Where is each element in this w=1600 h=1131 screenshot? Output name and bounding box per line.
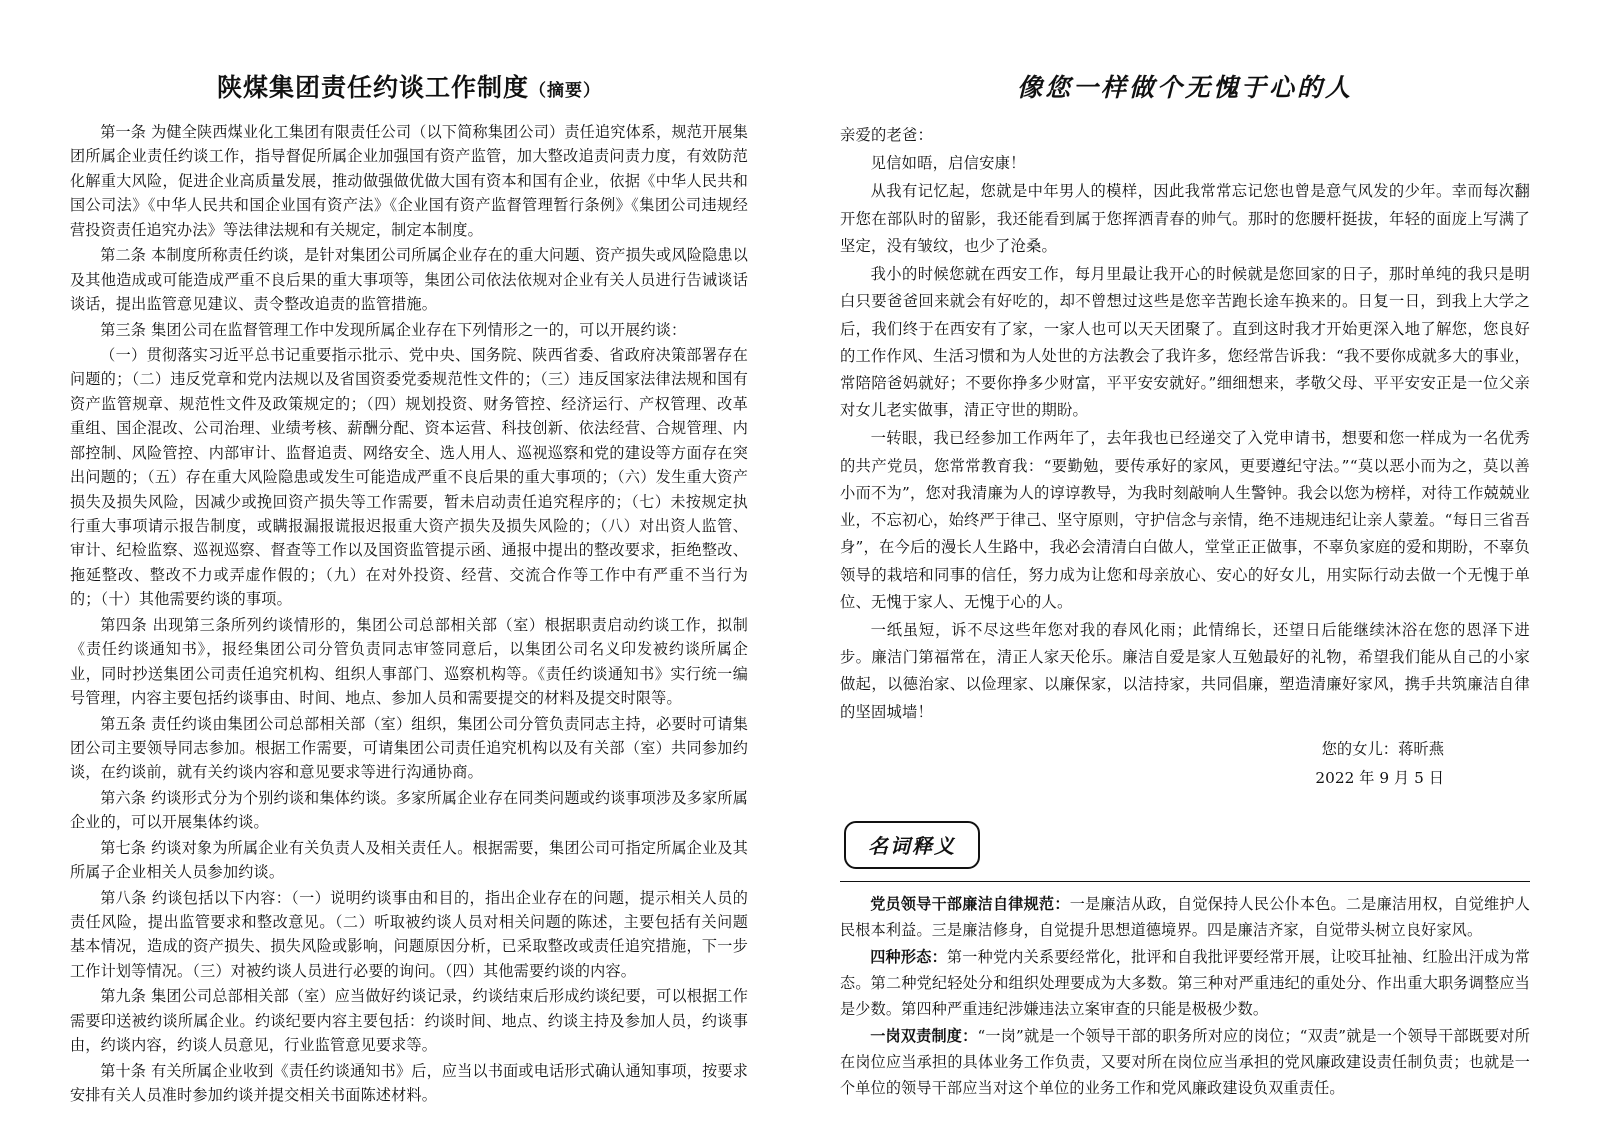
signature-date: 2022 年 9 月 5 日 bbox=[1315, 769, 1444, 788]
left-paragraph: 第六条 约谈形式分为个别约谈和集体约谈。多家所属企业存在同类问题或约谈事项涉及多家所属企业的，可以开展集体约谈。 bbox=[70, 788, 748, 832]
right-column bbox=[830, 50, 1530, 1101]
letter-body bbox=[840, 122, 1530, 793]
left-paragraph: 第五条 责任约谈由集团公司总部相关部（室）组织，集团公司分管负责同志主持，必要时可请集团公司主要领导同志参加。根据工作需要，可请集团公司责任追究机构以及有关部（室）共同参加约谈，在约谈前，就有关约谈内容和意见要求等进行沟通协商。 bbox=[70, 714, 748, 782]
glossary-box-title: 名词释义 bbox=[844, 821, 980, 869]
glossary-divider bbox=[840, 881, 1530, 882]
glossary-section bbox=[840, 892, 1530, 1102]
column-gutter bbox=[770, 50, 830, 1101]
left-column bbox=[70, 50, 770, 1105]
glossary-term: 党员领导干部廉洁自律规范： bbox=[870, 894, 1070, 913]
glossary-item bbox=[840, 945, 1530, 1023]
left-paragraph: （一）贯彻落实习近平总书记重要指示批示、党中央、国务院、陕西省委、省政府决策部署存在问题的；（二）违反党章和党内法规以及省国资委党委规范性文件的；（三）违反国家法律法规和国有资产监管规章、规范性文件及政策规定的；（四）规划投资、财务管控、经济运行、产权管理、改革重组、国企混改、公司治理、业绩考核、薪酬分配、资本运营、科技创新、依法经营、合规管理、内部控制、风险管控、内部审计、监督追责、网络安全、选人用人、巡视巡察和党的建设等方面存在突出问题的；（五）存在重大风险隐患或发生可能造成严重不良后果的重大事项的；（六）发生重大资产损失及损失风险，因减少或挽回资产损失等工作需要，暂未启动责任追究程序的；（七）未按规定执行重大事项请示报告制度，或瞒报漏报谎报迟报重大资产损失及损失风险的；（八）对出资人监管、审计、纪检监察、巡视巡察、督查等工作以及国资监管提示函、通报中提出的整改要求，拒绝整改、拖延整改、整改不力或弄虚作假的；（九）在对外投资、经营、交流合作等工作中有严重不当行为的；（十）其他需要约谈的事项。 bbox=[70, 345, 748, 609]
left-article-title-sub: （摘要） bbox=[529, 81, 601, 101]
letter-signature bbox=[840, 736, 1444, 793]
signature-name: 您的女儿：蒋昕燕 bbox=[1321, 739, 1444, 758]
letter-paragraph: 我小的时候您就在西安工作，每月里最让我开心的时候就是您回家的日子，那时单纯的我只是明白只要爸爸回来就会有好吃的，却不曾想过这些是您辛苦跑长途车换来的。日复一日，到我上大学之后，我们终于在西安有了家，一家人也可以天天团聚了。直到这时我才开始更深入地了解您，您良好的工作作风、生活习惯和为人处世的方法教会了我许多，您经常告诉我：“我不要你成就多大的事业，常陪陪爸妈就好；不要你挣多少财富，平平安安就好。”细细想来，孝敬父母、平平安安正是一位父亲对女儿老实做事，清正守世的期盼。 bbox=[840, 265, 1530, 420]
letter-salutation: 亲爱的老爸： bbox=[840, 126, 933, 144]
glossary-term: 四种形态： bbox=[870, 947, 947, 966]
left-paragraph: 第一条 为健全陕西煤业化工集团有限责任公司（以下简称集团公司）责任追究体系，规范开展集团所属企业责任约谈工作，指导督促所属企业加强国有资产监管，加大整改追责问责力度，有效防范化解重大风险，促进企业高质量发展，推动做强做优做大国有资本和国有企业，依据《中华人民共和国公司法》《中华人民共和国企业国有资产法》《企业国有资产监督管理暂行条例》《集团公司违规经营投资责任追究办法》等法律法规和有关规定，制定本制度。 bbox=[70, 123, 748, 239]
glossary-item bbox=[840, 892, 1530, 944]
letter-paragraph: 从我有记忆起，您就是中年男人的模样，因此我常常忘记您也曾是意气风发的少年。幸而每次翻开您在部队时的留影，我还能看到属于您挥洒青春的帅气。那时的您腰杆挺拔，年轻的面庞上写满了坚定，没有皱纹，也少了沧桑。 bbox=[840, 182, 1530, 255]
glossary-term: 一岗双责制度： bbox=[870, 1026, 978, 1045]
left-paragraph: 第七条 约谈对象为所属企业有关负责人及相关责任人。根据需要，集团公司可指定所属企业及其所属子企业相关人员参加约谈。 bbox=[70, 838, 748, 882]
left-paragraph: 第二条 本制度所称责任约谈，是针对集团公司所属企业存在的重大问题、资产损失或风险隐患以及其他造成或可能造成严重不良后果的重大事项等，集团公司依法依规对企业有关人员进行告诫谈话谈话，提出监管意见建议、责令整改追责的监管措施。 bbox=[70, 246, 748, 314]
right-article-title: 像您一样做个无愧于心的人 bbox=[1016, 73, 1353, 102]
left-paragraph: 第九条 集团公司总部相关部（室）应当做好约谈记录，约谈结束后形成约谈纪要，可以根据工作需要印送被约谈所属企业。约谈纪要内容主要包括：约谈时间、地点、约谈主持及参加人员，约谈事由，约谈内容，约谈人员意见，行业监管意见要求等。 bbox=[70, 987, 748, 1055]
glossary-text: “一岗”就是一个领导干部的职务所对应的岗位；“双责”就是一个领导干部既要对所在岗位应当承担的具体业务工作负责，又要对所在岗位应当承担的党风廉政建设责任制负责；也就是一个单位的领导干部应当对这个单位的业务工作和党风廉政建设负双重责任。 bbox=[840, 1026, 1531, 1097]
left-paragraph: 第八条 约谈包括以下内容：（一）说明约谈事由和目的，指出企业存在的问题，提示相关人员的责任风险，提出监管要求和整改意见。（二）听取被约谈人员对相关问题的陈述，主要包括有关问题基本情况，造成的资产损失、损失风险或影响，问题原因分析，已采取整改或责任追究措施，下一步工作计划等情况。（三）对被约谈人员进行必要的询问。（四）其他需要约谈的内容。 bbox=[70, 888, 748, 980]
glossary-text: 一是廉洁从政，自觉保持人民公仆本色。二是廉洁用权，自觉维护人民根本利益。三是廉洁修身，自觉提升思想道德境界。四是廉洁齐家，自觉带头树立良好家风。 bbox=[840, 894, 1530, 939]
glossary-item bbox=[840, 1024, 1530, 1102]
left-article-title bbox=[70, 68, 748, 104]
glossary-text: 第一种党内关系要经常化，批评和自我批评要经常开展，让咬耳扯袖、红脸出汗成为常态。第二种党纪轻处分和组织处理要成为大多数。第三种对严重违纪的重处分、作出重大职务调整应当是少数。第四种严重违纪涉嫌违法立案审查的只能是极极少数。 bbox=[840, 947, 1530, 1018]
left-paragraph: 第三条 集团公司在监督管理工作中发现所属企业存在下列情形之一的，可以开展约谈： bbox=[100, 320, 687, 339]
letter-paragraph: 一纸虽短，诉不尽这些年您对我的春风化雨；此情绵长，还望日后能继续沐浴在您的恩泽下进步。廉洁门第福常在，清正人家天伦乐。廉洁自爱是家人互勉最好的礼物，希望我们能从自己的小家做起，以德治家、以俭理家、以廉保家，以洁持家，共同倡廉，塑造清廉好家风，携手共筑廉洁自律的坚固城墙！ bbox=[840, 620, 1530, 721]
letter-paragraph: 一转眼，我已经参加工作两年了，去年我也已经递交了入党申请书，想要和您一样成为一名优秀的共产党员，您常常教育我：“要勤勉，要传承好的家风，更要遵纪守法。”“莫以恶小而为之，莫以善小而不为”，您对我清廉为人的谆谆教导，为我时刻敲响人生警钟。我会以您为榜样，对待工作兢兢业业，不忘初心，始终严于律己、坚守原则，守护信念与亲情，绝不违规违纪让亲人蒙羞。“每日三省吾身”，在今后的漫长人生路中，我必会清清白白做人，堂堂正正做事，不辜负家庭的爱和期盼，不辜负领导的栽培和同事的信任，努力成为让您和母亲放心、安心的好女儿，用实际行动去做一个无愧于单位、无愧于家人、无愧于心的人。 bbox=[840, 429, 1530, 611]
letter-paragraph: 见信如晤，启信安康！ bbox=[870, 154, 1026, 173]
left-paragraph: 第四条 出现第三条所列约谈情形的，集团公司总部相关部（室）根据职责启动约谈工作，拟制《责任约谈通知书》，报经集团公司分管负责同志审签同意后，以集团公司名义印发被约谈所属企业，同时抄送集团公司责任追究机构、组织人事部门、巡察机构等。《责任约谈通知书》实行统一编号管理，内容主要包括约谈事由、时间、地点、参加人员和需要提交的材料及提交时限等。 bbox=[70, 615, 748, 708]
left-article-title-main: 陕煤集团责任约谈工作制度 bbox=[216, 73, 529, 102]
left-paragraph: 第十条 有关所属企业收到《责任约谈通知书》后，应当以书面或电话形式确认通知事项，按要求安排有关人员准时参加约谈并提交相关书面陈述材料。 bbox=[70, 1061, 748, 1105]
